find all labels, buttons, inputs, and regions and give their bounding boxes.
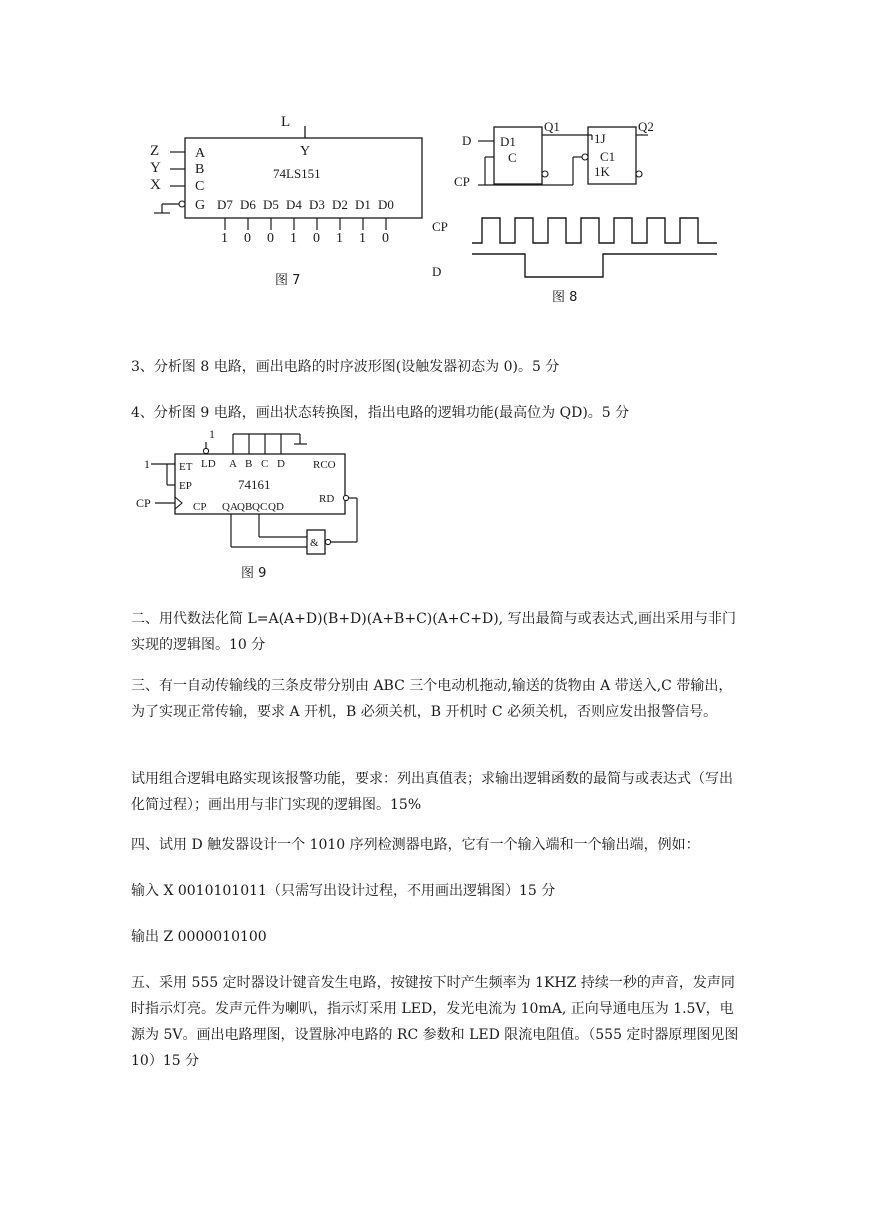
section-4-output-example: 输出 Z 0000010100	[131, 929, 267, 945]
fig8-input-D: D	[462, 133, 472, 148]
fig7-pin-C: C	[195, 179, 205, 194]
fig9-pin-ET: ET	[179, 461, 193, 473]
fig8-ff2-q: Q2	[638, 119, 654, 134]
fig9-pin-EP: EP	[179, 480, 192, 492]
figure-9	[135, 426, 375, 584]
fig7-pin-Y: Y	[300, 144, 311, 159]
fig8-caption: 图 8	[552, 290, 578, 305]
fig9-out-QB: QB	[237, 501, 253, 513]
fig9-pin-D: D	[277, 458, 285, 470]
fig9-out-QC: QC	[252, 501, 268, 513]
fig8-wave-label-CP: CP	[432, 219, 448, 234]
question-4: 4、分析图 9 电路，画出状态转换图，指出电路的逻辑功能(最高位为 QD)。5 分	[131, 405, 630, 421]
fig9-chip-name: 74161	[238, 477, 271, 492]
fig7-label-L: L	[281, 114, 291, 130]
fig7-data-pin-value: 1	[359, 231, 366, 246]
fig9-pin-CP: CP	[193, 501, 207, 513]
fig7-data-pin-label: D3	[309, 197, 325, 212]
fig9-et-input: 1	[144, 457, 150, 471]
fig8-ff1-d: D1	[500, 134, 516, 149]
fig7-data-pin-label: D5	[263, 197, 279, 212]
fig8-wave-label-D: D	[432, 264, 442, 279]
fig7-pin-G: G	[195, 198, 206, 213]
fig9-out-QA: QA	[222, 501, 238, 513]
section-2: 二、用代数法化简 L=A(A+D)(B+D)(A+B+C)(A+C+D), 写出最简与或表达式,画出采用与非门实现的逻辑图。10 分	[131, 611, 737, 653]
fig7-data-pin-value: 1	[336, 231, 343, 246]
fig7-data-pin-label: D2	[332, 197, 348, 212]
section-5: 五、采用 555 定时器设计键音发生电路，按键按下时产生频率为 1KHZ 持续一秒的声音，发声同时指示灯亮。发声元件为喇叭，指示灯采用 LED，发光电流为 10mA, 正向导通电压为 1.5V，电源为 5V。画出电路理图，设置脉冲电路的 RC 参数和 LED 限流电阻值。（555 定时器原理图见图 10）15 分	[131, 975, 743, 1069]
fig9-gate-symbol: &	[310, 537, 319, 549]
fig7-data-pin-label: D6	[240, 197, 256, 212]
cp-waveform	[472, 218, 717, 243]
section-3: 三、有一自动传输线的三条皮带分别由 ABC 三个电动机拖动,输送的货物由 A 带送入,C 带输出，为了实现正常传输，要求 A 开机，B 必须关机，B 开机时 C 必须关机，否则应发出报警信号。	[131, 678, 733, 720]
fig8-ff2-c: C1	[600, 149, 616, 164]
fig9-pin-LD: LD	[201, 458, 216, 470]
fig9-pin-C: C	[261, 458, 269, 470]
fig9-caption: 图 9	[241, 566, 267, 581]
fig7-input-Z: Z	[150, 143, 160, 159]
fig7-data-pin-value: 0	[313, 231, 320, 246]
fig8-ff1-c: C	[508, 150, 517, 165]
fig7-pin-B: B	[195, 162, 205, 177]
section-3-requirements: 试用组合逻辑电路实现该报警功能，要求：列出真值表；求输出逻辑函数的最简与或表达式（写出化简过程）；画出用与非门实现的逻辑图。15%	[131, 771, 733, 813]
fig7-data-pin-value: 0	[244, 231, 251, 246]
fig7-data-pin-label: D7	[217, 197, 233, 212]
fig7-caption: 图 7	[275, 273, 301, 288]
fig8-ff2-k: 1K	[594, 164, 610, 179]
fig9-cp-label: CP	[136, 496, 151, 510]
fig7-data-pin-value: 0	[267, 231, 274, 246]
fig9-ld-input: 1	[209, 427, 215, 441]
fig7-data-pin-label: D1	[355, 197, 371, 212]
fig7-chip-name: 74LS151	[273, 166, 321, 181]
fig7-data-pin-value: 1	[290, 231, 297, 246]
fig9-pin-RD: RD	[319, 493, 335, 505]
d-waveform	[472, 254, 717, 277]
section-4: 四、试用 D 触发器设计一个 1010 序列检测器电路，它有一个输入端和一个输出端，例如：	[131, 837, 700, 853]
fig8-ff1-q: Q1	[544, 119, 560, 134]
section-4-input-example: 输入 X 0010101011（只需写出设计过程，不用画出逻辑图）15 分	[131, 883, 556, 899]
fig7-data-pin-value: 0	[382, 231, 389, 246]
fig8-input-CP: CP	[454, 174, 470, 189]
fig7-input-X: X	[150, 177, 161, 193]
fig8-ff2-j: 1J	[594, 131, 606, 146]
fig7-data-pin-label: D0	[378, 197, 394, 212]
fig9-pin-B: B	[245, 458, 253, 470]
fig9-pin-RCO: RCO	[313, 459, 336, 471]
fig7-input-Y: Y	[150, 160, 161, 176]
fig9-out-QD: QD	[268, 501, 284, 513]
question-3: 3、分析图 8 电路，画出电路的时序波形图(设触发器初态为 0)。5 分	[131, 359, 560, 375]
fig7-data-pins	[217, 197, 394, 246]
figure-7	[140, 110, 430, 295]
figure-8	[430, 112, 730, 312]
fig7-data-pin-label: D4	[286, 197, 302, 212]
fig9-pin-A: A	[229, 458, 237, 470]
fig7-pin-A: A	[195, 146, 206, 161]
fig7-data-pin-value: 1	[221, 231, 228, 246]
